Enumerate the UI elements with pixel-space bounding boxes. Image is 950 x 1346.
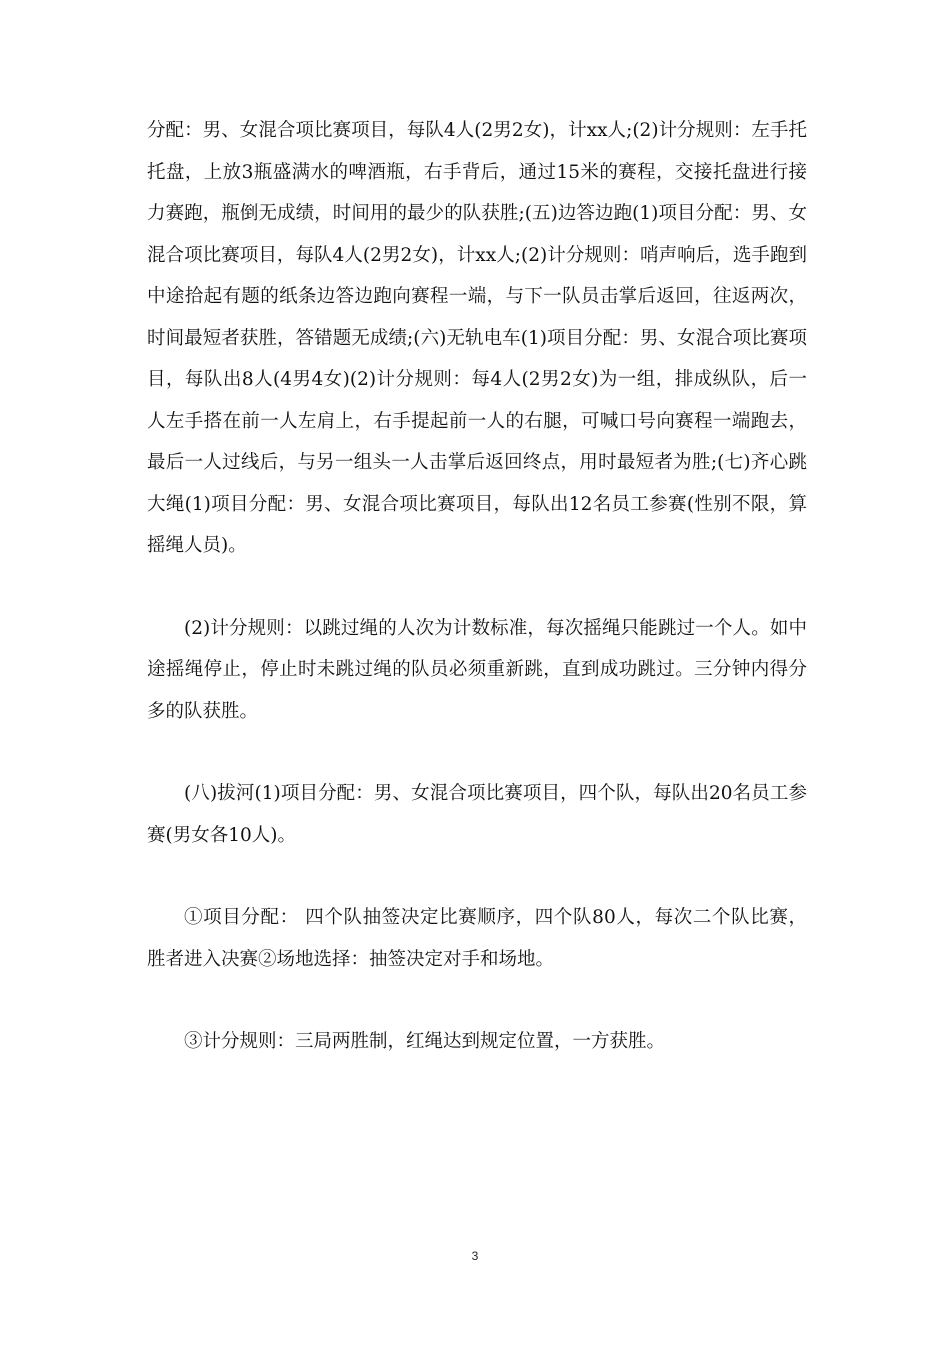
document-body: [147, 110, 807, 1063]
paragraph-tug-of-war: (八)拔河(1)项目分配：男、女混合项比赛项目，四个队，每队出20名员工参赛(男女各10人)。: [147, 783, 807, 846]
paragraph-tug-of-war-scoring: ③计分规则：三局两胜制，红绳达到规定位置，一方获胜。: [184, 1031, 666, 1052]
paragraph-tug-of-war-assignment: ①项目分配： 四个队抽签决定比赛顺序，四个队80人，每次二个队比赛， 胜者进入决赛②场地选择：抽签决定对手和场地。: [147, 907, 807, 970]
paragraph-jump-rope-scoring: (2)计分规则：以跳过绳的人次为计数标准，每次摇绳只能跳过一个人。如中途摇绳停止，停止时未跳过绳的队员必须重新跳，直到成功跳过。三分钟内得分多的队获胜。: [147, 617, 807, 722]
page-number: 3: [471, 1249, 479, 1263]
paragraph-rules-continued: 分配：男、女混合项比赛项目，每队4人(2男2女)，计xx人;(2)计分规则：左手托托盘，上放3瓶盛满水的啤酒瓶，右手背后，通过15米的赛程，交接托盘进行接力赛跑，瓶倒无成绩，时间用的最少的队获胜;(五)边答边跑(1)项目分配：男、女混合项比赛项目，每队4人(2男2女)，计xx人;(2)计分规则：哨声响后，选手跑到中途拾起有题的纸条边答边跑向赛程一端，与下一队员击掌后返回，往返两次，时间最短者获胜，答错题无成绩;(六)无轨电车(1)项目分配：男、女混合项比赛项目，每队出8人(4男4女)(2)计分规则：每4人(2男2女)为一组，排成纵队，后一人左手搭在前一人左肩上，右手提起前一人的右腿，可喊口号向赛程一端跑去，最后一人过线后，与另一组头一人击掌后返回终点，用时最短者为胜;(七)齐心跳大绳(1)项目分配：男、女混合项比赛项目，每队出12名员工参赛(性别不限，算摇绳人员)。: [147, 120, 807, 556]
